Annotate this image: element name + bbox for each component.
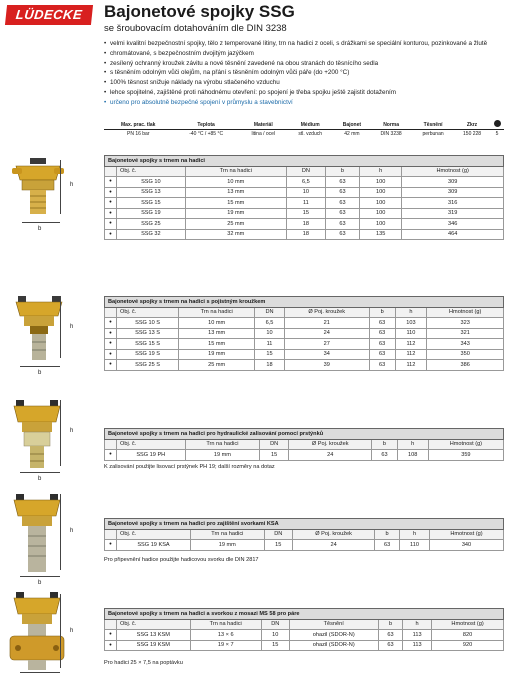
bullet-icon: • [105,208,117,219]
table-cell: 103 [395,318,427,329]
column-header: Obj. č. [117,439,186,450]
table-cell: 63 [325,177,359,188]
table-cell: 112 [395,360,427,371]
table-cell: SSG 10 [117,177,186,188]
spec-header: Těsnění [412,120,454,130]
column-header: Obj. č. [117,307,179,318]
table-cell: 319 [402,208,504,219]
table-row [105,229,504,240]
table-row [105,339,504,350]
coupling-photo-4 [8,492,66,572]
table-cell: SSG 32 [117,229,186,240]
table-cell: SSG 13 KSM [117,630,191,641]
bullet-icon: • [105,360,117,371]
table-cell: 27 [284,339,369,350]
table-cell: SSG 19 PH [117,450,186,461]
column-header: h [395,307,427,318]
dim-h-label: h [70,428,74,434]
dim-h-label: h [70,528,74,534]
table-cell: 15 [286,208,325,219]
column-header: Obj. č. [117,529,191,540]
dim-b-label: b [38,476,42,482]
table-cell: 63 [325,219,359,230]
table-cell: 11 [286,198,325,209]
column-header: Trn na hadici [191,529,265,540]
table-cell: 63 [378,630,402,641]
feature-item: • chromátované, s bezpečnostním dvojitým jazýčkem [104,49,496,59]
table-cell: 346 [402,219,504,230]
table-cell: 13 × 6 [190,630,261,641]
column-header: h [397,439,428,450]
column-header: b [375,529,400,540]
feature-list [104,39,496,108]
spec-header: Max. prac. tlak [104,120,172,130]
table-row [105,640,504,651]
dim-b-label: b [38,370,42,376]
table-cell: 18 [286,219,325,230]
brand-logo: LÜDECKE [5,5,93,25]
spec-header: Norma [370,120,412,130]
column-header: Hmotnost (g) [402,166,504,177]
bullet-icon: • [105,219,117,230]
column-header: h [400,529,430,540]
table-cell: 920 [432,640,504,651]
table-row [105,219,504,230]
table-cell: 316 [402,198,504,209]
table-cell: 464 [402,229,504,240]
table-cell: 110 [395,328,427,339]
table-cell: 19 mm [179,349,255,360]
table-cell: 321 [427,328,504,339]
dim-h-label: h [70,628,74,634]
bullet-icon: • [105,187,117,198]
dim-h-label: h [70,324,74,330]
table-cell: 19 mm [185,208,286,219]
table-row [105,208,504,219]
table-cell: 323 [427,318,504,329]
column-header: Obj. č. [117,166,186,177]
table-cell: 386 [427,360,504,371]
column-header: DN [264,529,292,540]
table-cell: 13 mm [185,187,286,198]
bullet-icon: • [105,198,117,209]
table-cell: 63 [369,339,395,350]
bullet-icon: • [105,540,117,551]
spec-header: Zkrz [454,120,490,130]
table-cell: 10 mm [179,318,255,329]
bullet-icon: • [105,177,117,188]
table-cell: 112 [395,349,427,360]
section-title: Bajonetové spojky s trnem na hadici pro hydraulické zalisování pomocí prstýnků [105,429,504,440]
table-cell: 24 [292,540,374,551]
table-row [105,349,504,360]
section-title: Bajonetové spojky s trnem na hadici s pojistným kroužkem [105,297,504,308]
section-note: Pro připevnění hadice použijte hadicovou svorku dle DIN 2817 [104,557,259,563]
table-cell: 13 mm [179,328,255,339]
table-cell: 113 [403,640,432,651]
coupling-photo-3 [8,398,66,468]
spec-value: 42 mm [344,131,360,138]
column-header: b [378,619,402,630]
table-cell: 15 [264,540,292,551]
spec-value: litina / ocel [251,131,276,138]
bullet-icon: • [105,229,117,240]
column-header: Ø Poj. kroužek [289,439,372,450]
table-cell: 100 [360,219,402,230]
feature-item: • velmi kvalitní bezpečnostní spojky, tělo z temperované litiny, trn na hadici z oceli, s drážkami se speciální konturou, pozinkované a žlutě [104,39,496,49]
table-cell: SSG 15 [117,198,186,209]
table-cell: 343 [427,339,504,350]
column-header: DN [255,307,284,318]
column-header: Ø Poj. kroužek [284,307,369,318]
column-header: h [360,166,402,177]
table-cell: 63 [372,450,397,461]
spec-value: -40 °C / +85 °C [189,131,224,138]
column-header: Hmotnost (g) [428,439,503,450]
table-cell: ohazil (SDOR-N) [289,630,378,641]
table-cell: 63 [369,360,395,371]
column-header: b [369,307,395,318]
section-title: Bajonetové spojky s trnem na hadici [105,156,504,167]
column-header: Trn na hadici [185,439,260,450]
table-cell: SSG 25 S [117,360,179,371]
section-table [104,155,504,240]
page-subtitle: se šroubovacím dotahováním dle DIN 3238 [104,23,287,34]
table-row [105,318,504,329]
dim-b-label: b [38,226,42,232]
feature-item: • lehce spojitelné, zajištěné proti náhodnému otevření: po spojení je třeba spojku ještě zajistit dotažením [104,88,496,98]
table-cell: 6,5 [255,318,284,329]
table-cell: 350 [427,349,504,360]
table-cell: 63 [369,328,395,339]
table-cell: 25 mm [185,219,286,230]
table-cell: SSG 25 [117,219,186,230]
spec-header: Materiál [240,120,287,130]
table-cell: 19 × 7 [190,640,261,651]
spec-value: PN 16 bar [126,131,150,138]
table-row [105,198,504,209]
feature-item: • zesílený ochranný kroužek závitu a nové těsnění zavedené na obou stranách do těsnícího sedla [104,59,496,69]
spec-header: Teplota [172,120,239,130]
column-header: Ø Poj. kroužek [292,529,374,540]
spec-header: Bajonet [334,120,370,130]
dim-h-label: h [70,182,74,188]
table-cell: 15 [261,640,289,651]
table-cell: SSG 19 KSA [117,540,191,551]
table-cell: SSG 10 S [117,318,179,329]
table-cell: 24 [289,450,372,461]
table-cell: 11 [255,339,284,350]
table-cell: SSG 19 [117,208,186,219]
table-cell: 10 mm [185,177,286,188]
bullet-icon: • [105,450,117,461]
table-cell: 63 [375,540,400,551]
table-cell: 15 mm [179,339,255,350]
table-cell: 113 [403,630,432,641]
column-header: h [403,619,432,630]
table-cell: 63 [325,208,359,219]
table-cell: 63 [325,229,359,240]
table-cell: 63 [325,198,359,209]
table-cell: 135 [360,229,402,240]
table-cell: 309 [402,187,504,198]
bullet-icon: • [105,318,117,329]
table-cell: 15 [255,349,284,360]
section-note: Pro hadici 25 × 7,5 na poptávku [104,660,183,666]
section-table [104,296,504,371]
table-cell: 100 [360,208,402,219]
table-cell: 32 mm [185,229,286,240]
bullet-icon: • [105,349,117,360]
table-row [105,177,504,188]
table-cell: 100 [360,198,402,209]
table-cell: SSG 13 S [117,328,179,339]
table-cell: SSG 19 KSM [117,640,191,651]
table-cell: 63 [325,187,359,198]
table-cell: 10 [255,328,284,339]
table-cell: SSG 13 [117,187,186,198]
table-cell: 18 [286,229,325,240]
section-table [104,608,504,651]
table-cell: 63 [369,349,395,360]
column-header: b [372,439,397,450]
table-cell: 10 [286,187,325,198]
table-cell: 18 [255,360,284,371]
column-header: Hmotnost (g) [427,307,504,318]
table-row [105,630,504,641]
table-cell: 309 [402,177,504,188]
bullet-icon: • [105,630,117,641]
table-cell: 19 mm [185,450,260,461]
column-header: Hmotnost (g) [432,619,504,630]
column-header: Obj. č. [117,619,191,630]
bullet-icon: • [105,339,117,350]
feature-item: • s těsněním odolným vůči olejům, na přání s těsněním odolným vůči páře (do +200 °C) [104,68,496,78]
column-header: b [325,166,359,177]
feature-item: • 100% těsnost snižuje náklady na výrobu stlačeného vzduchu [104,78,496,88]
section-title: Bajonetové spojky s trnem na hadici pro zajištění svorkami KSA [105,519,504,530]
table-cell: 110 [400,540,430,551]
section-table [104,428,504,461]
table-cell: 34 [284,349,369,360]
table-cell: 25 mm [179,360,255,371]
spec-header [490,120,504,130]
coupling-photo-1 [8,158,68,214]
dim-b-label: b [38,580,42,586]
spec-value: DIN 3238 [380,131,402,138]
section-title: Bajonetové spojky s trnem na hadici a svorkou z mosazi MS 58 pro páre [105,609,504,620]
section-note: K zalisování použijte lisovací prstýnek PH 19; další rozměry na dotaz [104,464,275,470]
table-cell: 19 mm [191,540,265,551]
page-title: Bajonetové spojky SSG [104,2,295,21]
table-cell: 21 [284,318,369,329]
table-cell: 340 [429,540,503,551]
table-cell: 63 [369,318,395,329]
table-cell: 63 [378,640,402,651]
table-cell: 100 [360,187,402,198]
table-cell: 359 [428,450,503,461]
table-row [105,360,504,371]
spec-value: 150 228 [463,131,482,138]
table-cell: ohazil (SDOR-N) [289,640,378,651]
spec-value: perbunan [422,131,444,138]
table-row [105,540,504,551]
table-cell: SSG 19 S [117,349,179,360]
bullet-icon: • [105,640,117,651]
wrench-icon [494,120,501,127]
section-table [104,518,504,551]
spec-value: 5 [495,131,499,138]
column-header: Trn na hadici [190,619,261,630]
column-header: Těsnění [289,619,378,630]
table-cell: 6,5 [286,177,325,188]
table-row [105,450,504,461]
column-header: DN [260,439,289,450]
table-row [105,328,504,339]
table-cell: SSG 15 S [117,339,179,350]
feature-item: • určeno pro absolutně bezpečné spojení v průmyslu a stavebnictví [104,98,496,108]
table-cell: 24 [284,328,369,339]
table-cell: 10 [261,630,289,641]
spec-value: stl. vzduch [298,131,323,138]
table-cell: 112 [395,339,427,350]
table-cell: 820 [432,630,504,641]
column-header: DN [261,619,289,630]
column-header: DN [286,166,325,177]
bullet-icon: • [105,328,117,339]
column-header: Trn na hadici [185,166,286,177]
table-cell: 15 mm [185,198,286,209]
table-cell: 39 [284,360,369,371]
column-header: Hmotnost (g) [429,529,503,540]
table-cell: 108 [397,450,428,461]
spec-header: Médium [287,120,334,130]
column-header: Trn na hadici [179,307,255,318]
coupling-photo-5 [6,590,68,670]
table-cell: 15 [260,450,289,461]
table-cell: 100 [360,177,402,188]
table-row [105,187,504,198]
spec-table [104,120,504,139]
